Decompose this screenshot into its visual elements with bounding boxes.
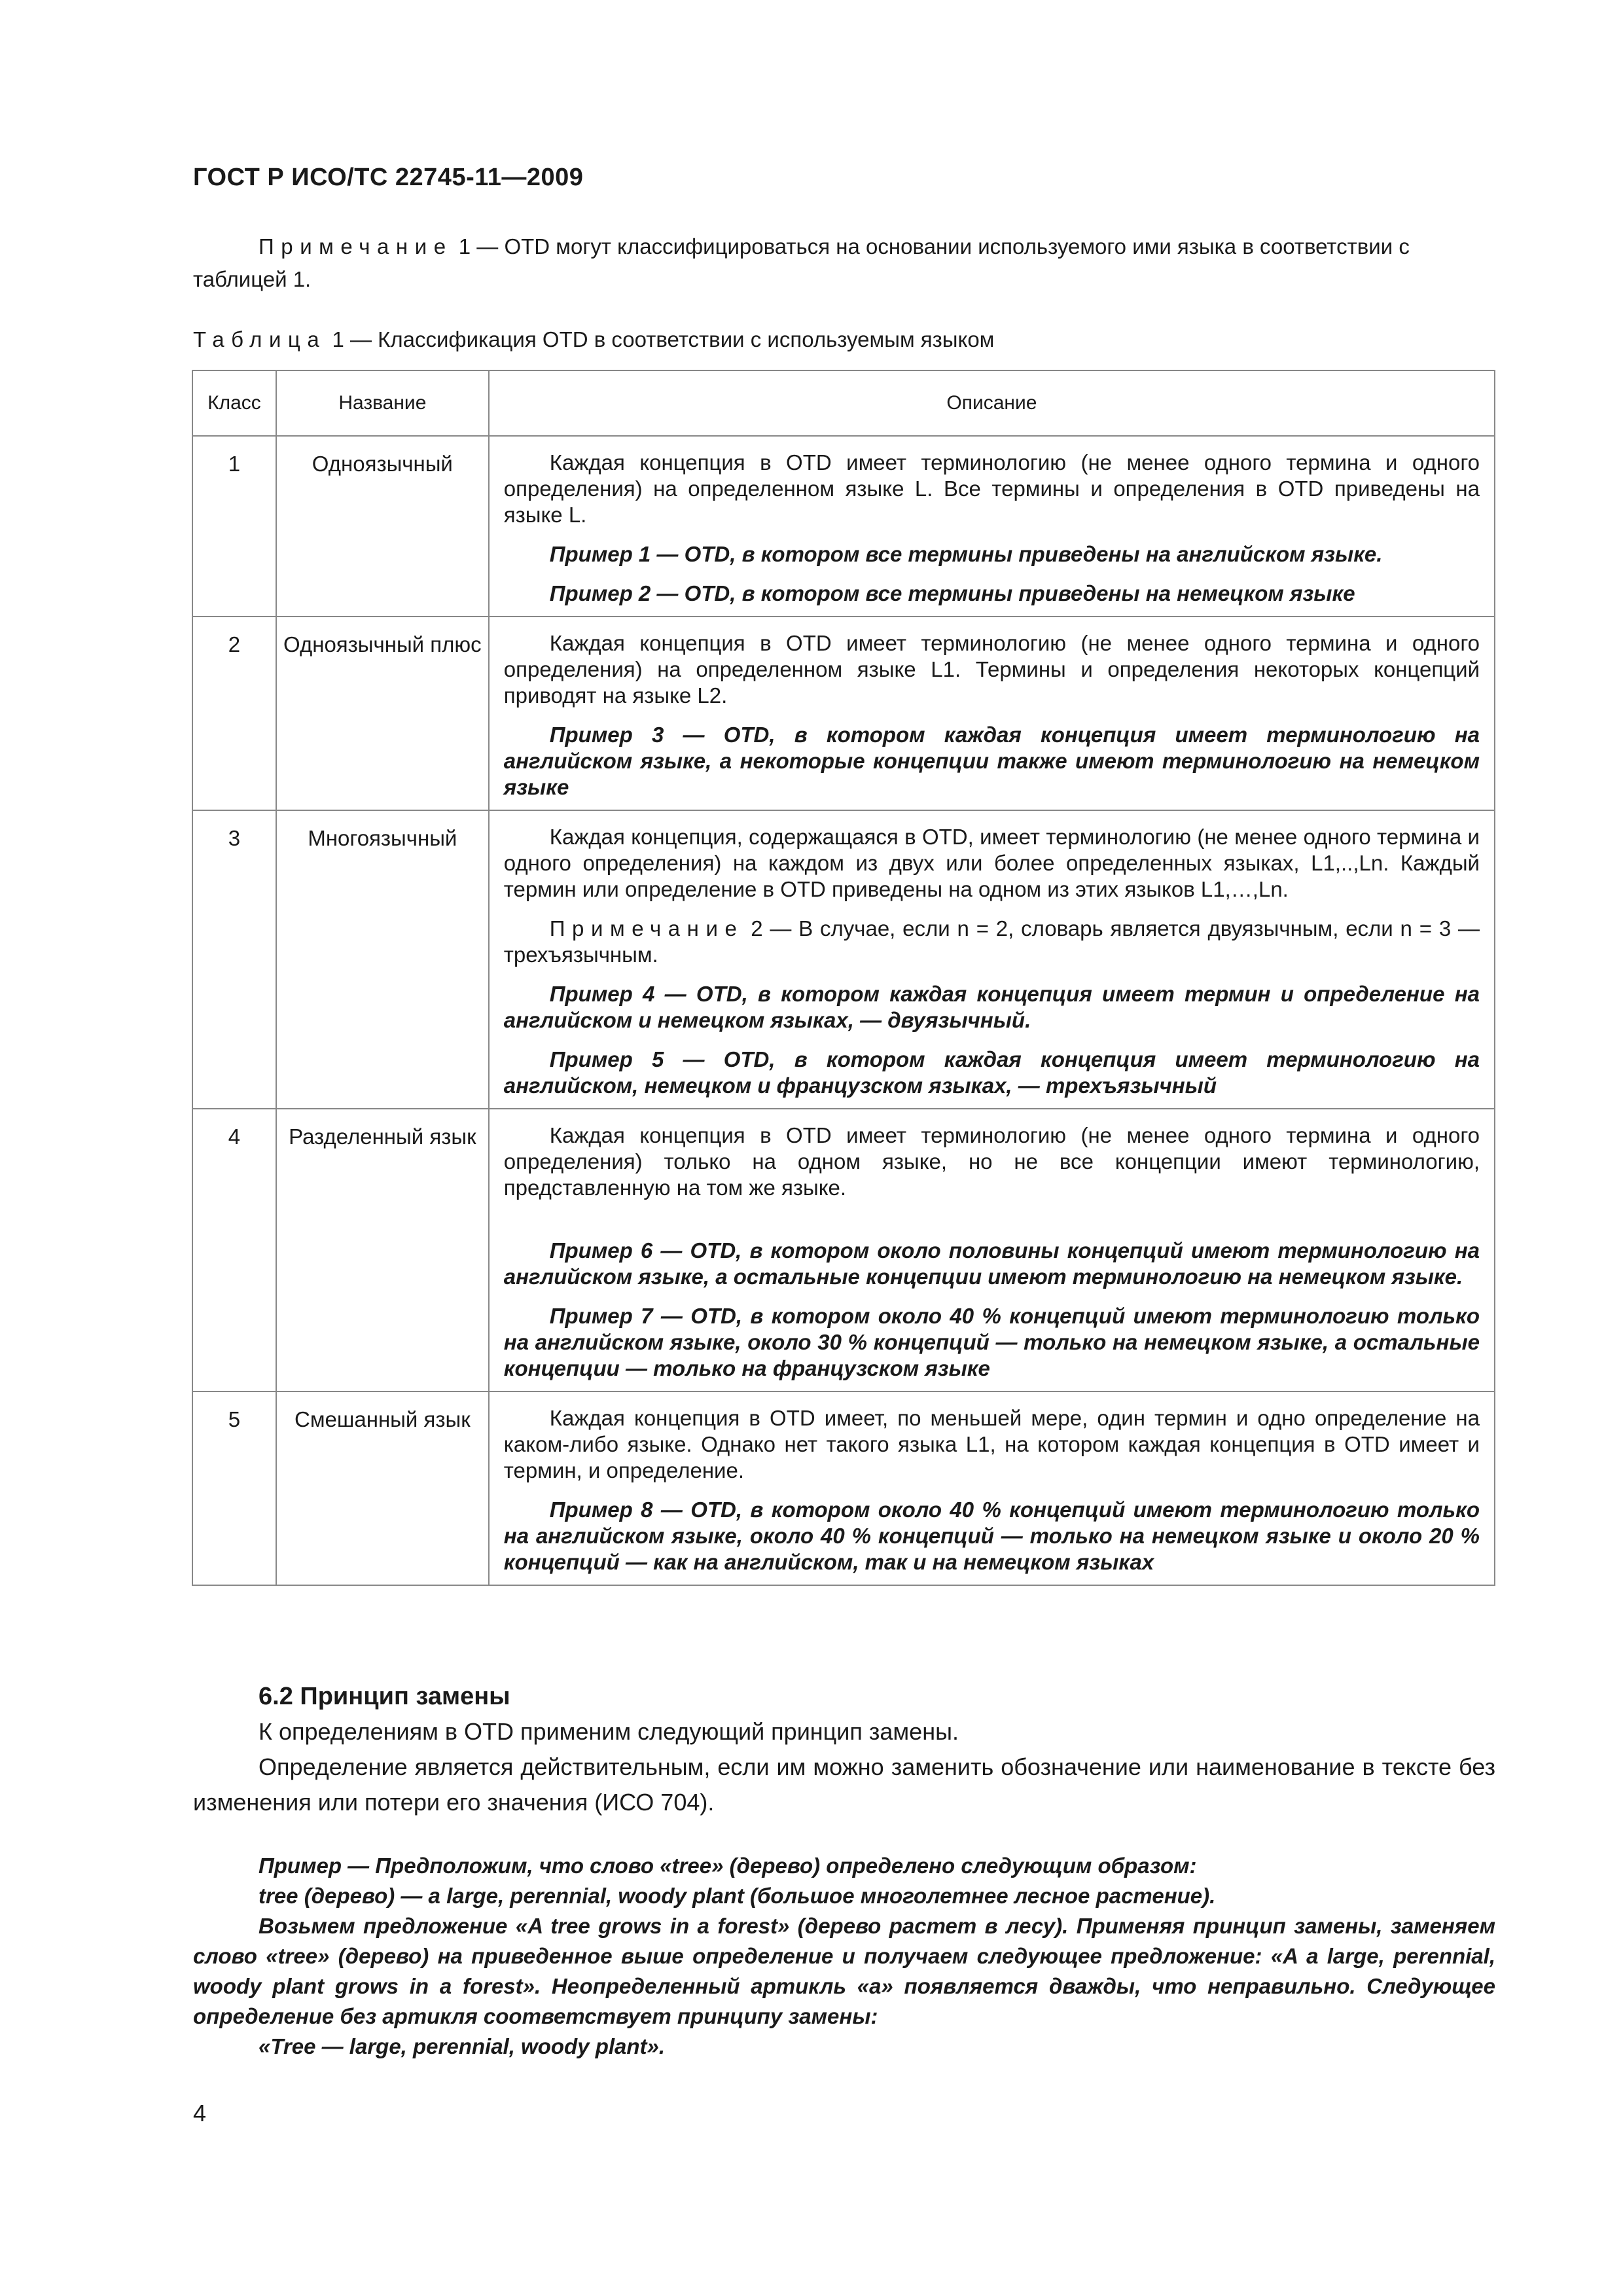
row-class-name: Многоязычный bbox=[276, 810, 489, 1109]
table-row bbox=[192, 617, 1495, 810]
row-description bbox=[489, 617, 1495, 810]
header-class: Класс bbox=[192, 370, 276, 436]
substitution-example bbox=[193, 1851, 1495, 2062]
table-caption-text: 1 — Классификация OTD в соответствии с используемым языком bbox=[326, 327, 995, 351]
example-line: tree (дерево) — a large, perennial, woody plant (большое многолетнее лесное растение). bbox=[259, 1884, 1216, 1908]
section-paragraph: К определениям в OTD применим следующий принцип замены. bbox=[259, 1718, 959, 1745]
header-description: Описание bbox=[489, 370, 1495, 436]
table-header-row bbox=[192, 370, 1495, 436]
row-class-number: 3 bbox=[192, 810, 276, 1109]
example-text: Пример 7 — OTD, в котором около 40 % концепций имеют терминологию только на английском языке, около 30 % концепций — только на немецком языке, а остальные концепции — только на французском языке bbox=[503, 1304, 1480, 1380]
classification-table bbox=[192, 370, 1495, 1586]
note-1-text: 1 — OTD могут классифицироваться на основании используемого ими языка в соответствии с таблицей 1. bbox=[193, 234, 1410, 291]
row-class-number: 2 bbox=[192, 617, 276, 810]
table-row bbox=[192, 810, 1495, 1109]
section-title: 6.2 Принцип замены bbox=[259, 1683, 510, 1710]
row-class-number: 1 bbox=[192, 436, 276, 617]
row-class-number: 4 bbox=[192, 1109, 276, 1391]
row-class-name: Одноязычный плюс bbox=[276, 617, 489, 810]
example-line: «Tree — large, perennial, woody plant». bbox=[259, 2034, 666, 2058]
row-description bbox=[489, 436, 1495, 617]
row-class-name: Одноязычный bbox=[276, 436, 489, 617]
row-class-name: Смешанный язык bbox=[276, 1391, 489, 1585]
table-row bbox=[192, 436, 1495, 617]
description-text: Каждая концепция в OTD имеет, по меньшей мере, один термин и одно определение на каком-либо языке. Однако нет такого языка L1, на котором каждая концепция в OTD имеет и термин, и определение. bbox=[503, 1406, 1480, 1482]
example-text: Пример 6 — OTD, в котором около половины концепций имеют терминологию на английском языке, а остальные концепции имеют терминологию на немецком языке. bbox=[503, 1238, 1480, 1289]
note-2-text: 2 — В случае, если n = 2, словарь является двуязычным, если n = 3 — трехъязычным. bbox=[503, 916, 1480, 967]
table-row bbox=[192, 1391, 1495, 1585]
row-description bbox=[489, 1391, 1495, 1585]
note-1-label: Примечание bbox=[259, 234, 453, 259]
section-6-2 bbox=[193, 1679, 1495, 1820]
header-name: Название bbox=[276, 370, 489, 436]
row-class-number: 5 bbox=[192, 1391, 276, 1585]
note-1 bbox=[193, 230, 1495, 296]
row-description bbox=[489, 1109, 1495, 1391]
note-2-label: Примечание bbox=[549, 916, 744, 941]
section-paragraph: Определение является действительным, если им можно заменить обозначение или наименование в тексте без изменения или потери его значения (ИСО 704). bbox=[193, 1753, 1495, 1816]
table-caption bbox=[193, 327, 994, 352]
document-header: ГОСТ Р ИСО/ТС 22745-11—2009 bbox=[193, 164, 584, 191]
description-text: Каждая концепция, содержащаяся в OTD, имеет терминологию (не менее одного термина и одного определения) на каждом из двух или более определенных языках, L1,..,Ln. Каждый термин или определение в OTD приведены на одном из этих языков L1,…,Ln. bbox=[503, 825, 1480, 901]
description-text: Каждая концепция в OTD имеет терминологию (не менее одного термина и одного определения) на определенном языке L. Все термины и определения в OTD приведены на языке L. bbox=[503, 450, 1480, 527]
example-text: Пример 5 — OTD, в котором каждая концепция имеет терминологию на английском, немецком и французском языках, — трехъязычный bbox=[503, 1047, 1480, 1098]
table-row bbox=[192, 1109, 1495, 1391]
description-text: Каждая концепция в OTD имеет терминологию (не менее одного термина и одного определения) только на одном языке, но не все концепции имеют терминологию, представленную на том же языке. bbox=[503, 1123, 1480, 1200]
table-caption-label: Таблица bbox=[193, 327, 327, 351]
page-number: 4 bbox=[193, 2100, 207, 2126]
description-text: Каждая концепция в OTD имеет терминологию (не менее одного термина и одного определения) на определенном языке L1. Термины и определения некоторых концепций приводят на языке L2. bbox=[503, 631, 1480, 708]
example-text: Пример 1 — OTD, в котором все термины приведены на английском языке. bbox=[549, 542, 1383, 566]
note-2 bbox=[504, 916, 1480, 968]
row-class-name: Разделенный язык bbox=[276, 1109, 489, 1391]
row-description bbox=[489, 810, 1495, 1109]
example-line: Возьмем предложение «A tree grows in a forest» (дерево растет в лесу). Применяя принцип замены, заменяем слово «tree» (дерево) на приведенное выше определение и получаем следующее предложение: «A a large, perennial, woody plant grows in a forest». Неопределенный артикль «a» появляется дважды, что неправильно. Следующее определение без артикля соответствует принципу замены: bbox=[193, 1914, 1495, 2028]
example-text: Пример 4 — OTD, в котором каждая концепция имеет термин и определение на английском и немецком языках, — двуязычный. bbox=[503, 982, 1480, 1032]
example-text: Пример 2 — OTD, в котором все термины приведены на немецком языке bbox=[549, 581, 1355, 605]
example-line: Пример — Предположим, что слово «tree» (дерево) определено следующим образом: bbox=[259, 1854, 1197, 1878]
example-text: Пример 8 — OTD, в котором около 40 % концепций имеют терминологию только на английском языке, около 40 % концепций — только на немецком языке и около 20 % концепций — как на английском, так и на немецком языках bbox=[503, 1498, 1480, 1574]
example-text: Пример 3 — OTD, в котором каждая концепция имеет терминологию на английском языке, а некоторые концепции также имеют терминологию на немецком языке bbox=[503, 723, 1480, 799]
